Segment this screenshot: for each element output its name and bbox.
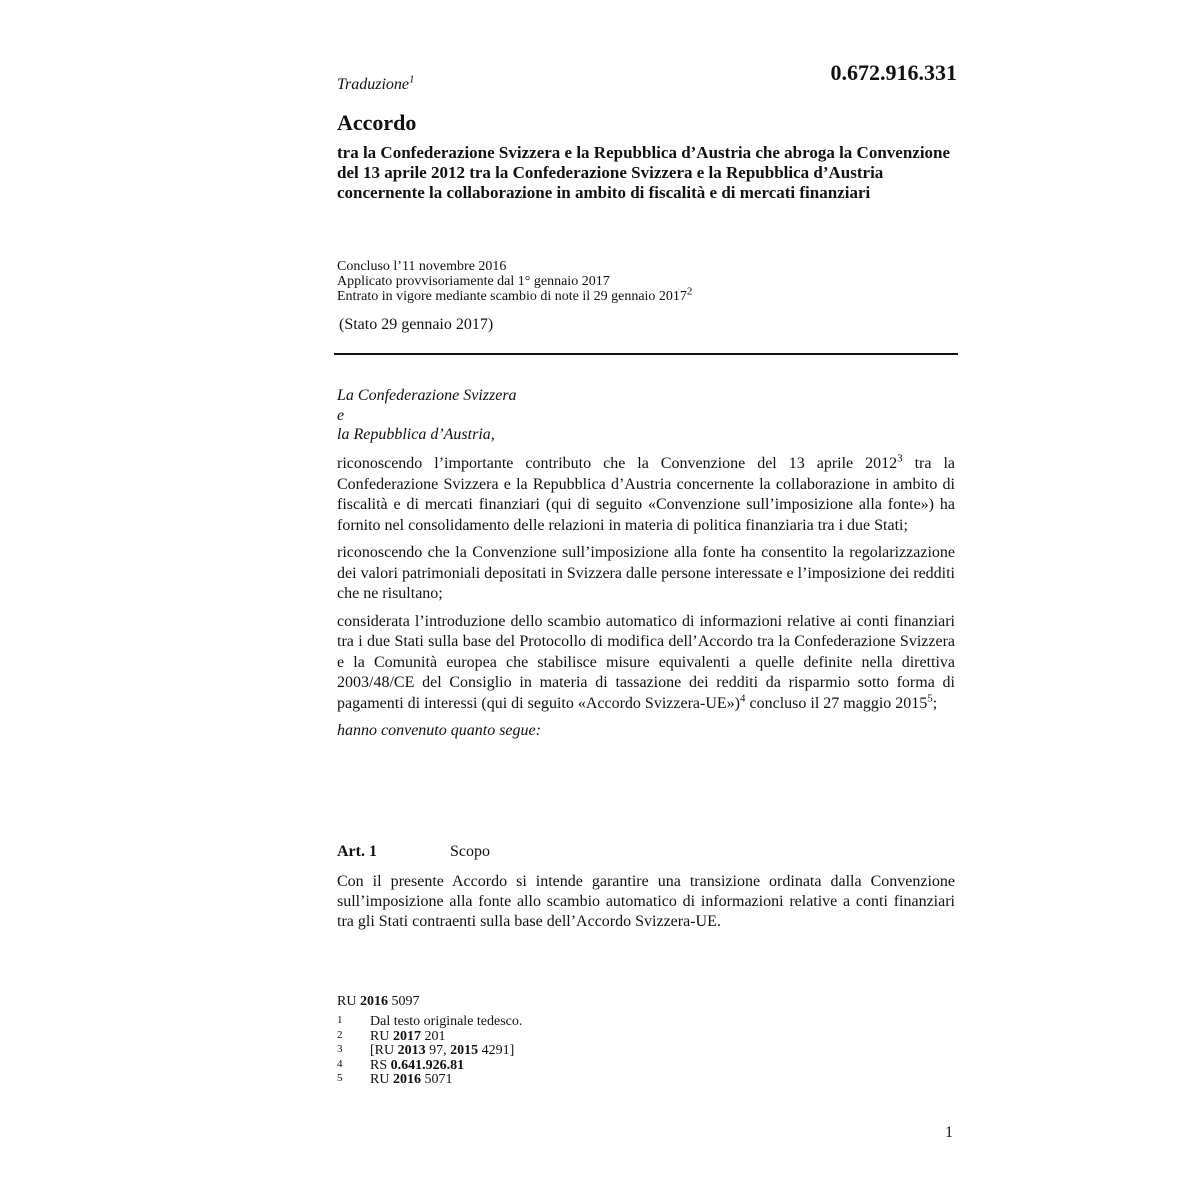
preamble <box>337 454 955 749</box>
preamble-conclusion: hanno convenuto quanto segue: <box>337 722 541 739</box>
in-force-date <box>337 285 693 304</box>
translation-label <box>337 73 415 94</box>
preamble-p1-text-a: riconoscendo l’importante contributo che la Convenzione del 13 aprile 2012 <box>337 455 898 472</box>
status-date: (Stato 29 gennaio 2017) <box>339 316 494 333</box>
footnote-text-part: 97, <box>425 1043 451 1058</box>
concluded-date: Concluso l’11 novembre 2016 <box>337 259 507 274</box>
page-number: 1 <box>945 1124 953 1141</box>
preamble-p1-text-b: tra la Confederazione Svizzera e la Repubblica d’Austria concernente la collaborazione in ambito di fiscalità e di mercati finanziari (qui di seguito «Convenzione sull’imposizione alla fonte») ha fornito nel consolidamento delle relazioni in materia di politica finanziaria tra i due Stati; <box>337 455 956 534</box>
footnote-text-part: 4291] <box>478 1043 515 1058</box>
preamble-p3-text-a: considerata l’introduzione dello scambio automatico di informazioni relative ai conti finanziari tra i due Stati sulla base del Protocollo di modifica dell’Accordo tra la Confederazione Svizzera e la Comunità europea che stabilisce misure equivalenti a quelle definite nella direttiva 2003/48/CE del Consiglio in materia di tassazione dei redditi da risparmio sotto forma di pagamenti di interessi (qui di seguito «Accordo Svizzera-UE») <box>337 612 955 712</box>
document-subtitle: tra la Confederazione Svizzera e la Repubblica d’Austria che abroga la Convenzione del 13 aprile 2012 tra la Confederazione Svizzera e la Repubblica d’Austria concernente la collaborazione in ambito di fiscalità e di mercati finanziari <box>337 143 951 202</box>
publication-year: 2016 <box>359 994 388 1009</box>
document-page <box>337 0 957 1200</box>
publication-reference <box>337 994 419 1010</box>
footnote-text <box>370 1015 522 1030</box>
publication-page: 5097 <box>391 994 420 1009</box>
article-number: Art. 1 <box>337 843 377 860</box>
applied-date: Applicato provvisoriamente dal 1° gennaio 2017 <box>337 274 610 289</box>
footnote-number: 2 <box>337 1028 343 1041</box>
footnote-ref-2[interactable]: 2 <box>686 285 693 298</box>
party-conjunction: e <box>337 406 345 424</box>
footnote-text-part: Dal testo originale tedesco. <box>370 1014 523 1029</box>
in-force-text: Entrato in vigore mediante scambio di note il 29 gennaio 2017 <box>337 289 687 304</box>
party-switzerland: La Confederazione Svizzera <box>337 387 517 404</box>
horizontal-rule <box>334 353 958 355</box>
preamble-paragraph-1 <box>337 454 955 536</box>
article-1-heading <box>337 843 490 861</box>
publication-prefix: RU <box>337 994 357 1009</box>
footnote-ref-1[interactable]: 1 <box>409 73 415 86</box>
footnote-text-part: 201 <box>420 1028 446 1044</box>
footnote-text-part: RU <box>370 1028 393 1044</box>
footnote-text-part: RS <box>370 1057 391 1073</box>
preamble-paragraph-2: riconoscendo che la Convenzione sull’imposizione alla fonte ha consentito la regolarizzazione dei valori patrimoniali depositati in Svizzera dalle persone interessate e l’imposizione dei redditi che ne risultano; <box>337 544 955 602</box>
preamble-p3-text-c: ; <box>932 694 938 712</box>
document-title: Accordo <box>337 110 417 135</box>
preamble-p3-text-b: concluso il 27 maggio 2015 <box>745 694 928 712</box>
footnote-ref-4[interactable]: 4 <box>740 692 746 705</box>
document-meta <box>337 259 692 304</box>
footnote-text-part: 2015 <box>450 1043 479 1058</box>
footnote-text-part: [RU <box>370 1043 398 1058</box>
footnote-text-part: 2016 <box>392 1072 421 1087</box>
footnotes <box>337 1015 522 1088</box>
footnote-number: 3 <box>337 1043 343 1055</box>
footnote-text <box>370 1044 514 1059</box>
footnote-text <box>370 1059 464 1074</box>
contracting-parties <box>337 386 517 445</box>
sr-number: 0.672.916.331 <box>830 60 957 85</box>
footnote-number: 4 <box>337 1057 343 1070</box>
footnote-ref-5[interactable]: 5 <box>927 692 933 705</box>
preamble-paragraph-3 <box>337 612 955 715</box>
footnote-text-part: 0.641.926.81 <box>390 1057 465 1073</box>
footnote-number: 1 <box>337 1014 343 1026</box>
article-1-text: Con il presente Accordo si intende garantire una transizione ordinata dalla Convenzione sull’imposizione alla fonte allo scambio automatico di informazioni relative a conti finanziari tra gli Stati contraenti sulla base dell’Accordo Svizzera-UE. <box>337 873 955 930</box>
footnote-5 <box>337 1073 522 1088</box>
footnote-ref-3[interactable]: 3 <box>897 452 903 465</box>
footnote-text-part: 2017 <box>392 1028 421 1044</box>
footnote-text-part: 5071 <box>420 1072 453 1087</box>
footnote-text-part: 2013 <box>397 1043 426 1058</box>
footnote-text <box>370 1073 452 1088</box>
footnote-text <box>370 1030 445 1045</box>
footnote-number: 5 <box>337 1072 343 1084</box>
translation-text: Traduzione <box>337 76 410 93</box>
party-austria: la Repubblica d’Austria, <box>337 426 495 443</box>
article-title: Scopo <box>450 843 490 860</box>
footnote-text-part: RU <box>370 1072 393 1087</box>
